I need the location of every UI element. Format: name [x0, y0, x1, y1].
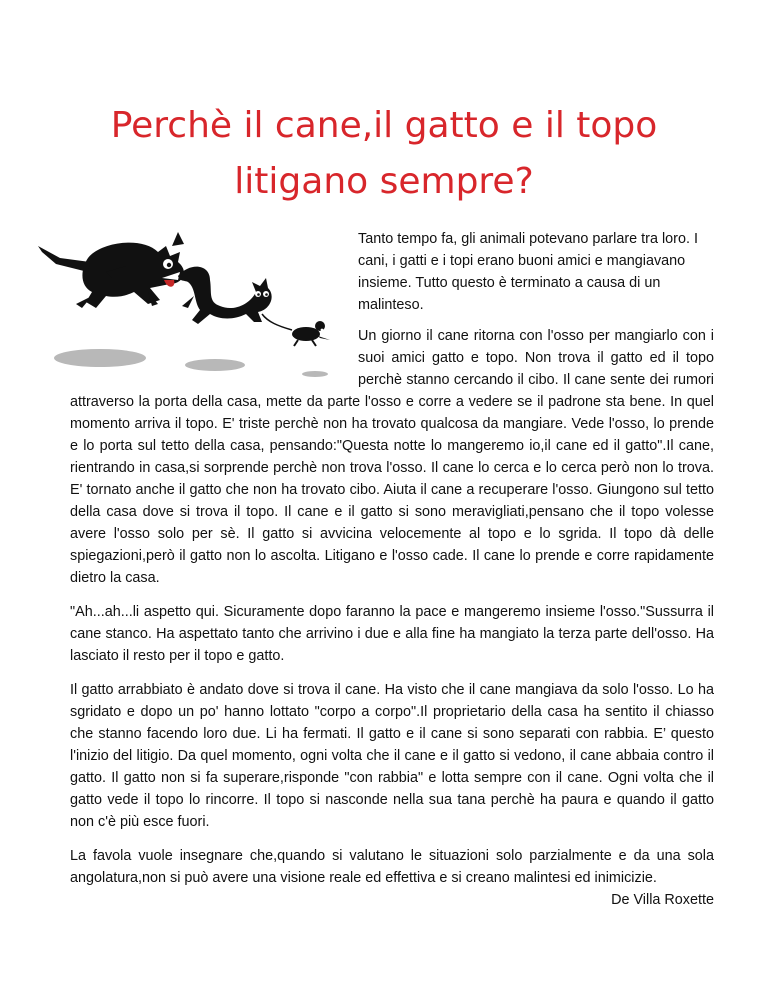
illustration-wrap-spacer	[70, 325, 358, 391]
title-line-1: Perchè il cane,il gatto e il topo	[110, 105, 658, 146]
paragraph-5-text: La favola vuole insegnare che,quando si valutano le situazioni solo parzialmente e da una sola angolatura,non si può avere una visione reale ed effettiva e si creano malintesi ed inimicizie.	[70, 848, 714, 886]
paragraph-3: "Ah...ah...li aspetto qui. Sicuramente dopo faranno la pace e mangeremo insieme l'osso."Sussurra il cane stanco. Ha aspettato tanto che arrivino i due e alla fine ha mangiato la terza parte dell'osso. Ha lasciato il resto per il topo e gatto.	[70, 604, 714, 664]
story-title	[60, 98, 708, 210]
paragraph-2-text: Un giorno il cane ritorna con l'osso per mangiarlo con i suoi amici gatto e topo. Non trova il gatto ed il topo perchè stanno cercando il cibo. Il cane sente dei rumori attraverso la porta della casa, mette da parte l'osso e corre a vedere se il padrone sta bene. In quel momento arriva il topo. E' triste perchè non ha trovato qualcosa da mangiare. Vede l'osso, lo prende e lo porta sul tetto della casa, pensando:"Questa notte lo mangeremo io,il cane ed il gatto".Il cane, rientrando in casa,si sorprende perchè non trova l'osso. Il cane lo cerca e lo cerca però non lo trova. E' tornato anche il gatto che non ha trovato cibo. Aiuta il cane a recuperare l'osso. Giungono sul tetto della casa dove si trova il topo. Il cane e il gatto si sono meravigliati,pensano che il topo volesse avere l'osso solo per sè. Il gatto si avvicina velocemente al topo e lo sgrida. Il topo dà delle spiegazioni,però il gatto non lo ascolta. Litigano e l'osso cade. Il cane lo prende e corre rapidamente dietro la casa.	[70, 328, 714, 586]
paragraph-4: Il gatto arrabbiato è andato dove si trova il cane. Ha visto che il cane mangiava da solo l'osso. Lo ha sgridato e dopo un po' hanno lottato "corpo a corpo".Il proprietario della casa ha sentito il chiasso che stanno facendo loro due. Li ha fermati. Il gatto e il cane si sono separati con rabbia. E’ questo l'inizio del litigio. Da quel momento, ogni volta che il cane e il gatto si vedono, il cane abbaia contro il gatto. Il gatto non si fa superare,risponde "con rabbia" e lotta sempre con il cane. Ogni volta che il gatto vede il topo lo rincorre. Il topo si nasconde nella sua tana perchè ha paura e quando il gatto non c'è più esce fuori.	[70, 682, 714, 830]
title-line-2: litigano sempre?	[234, 161, 534, 202]
cat-icon	[178, 267, 272, 324]
author-signature: De Villa Roxette	[611, 892, 714, 908]
paragraph-5	[70, 845, 714, 908]
intro-paragraph: Tanto tempo fa, gli animali potevano parlare tra loro. I cani, i gatti e i topi erano buoni amici e mangiavano insieme. Tutto questo è terminato a causa di un malinteso.	[358, 231, 698, 313]
dog-icon	[38, 232, 184, 308]
story-body	[70, 325, 714, 911]
paragraph-2	[70, 325, 714, 589]
